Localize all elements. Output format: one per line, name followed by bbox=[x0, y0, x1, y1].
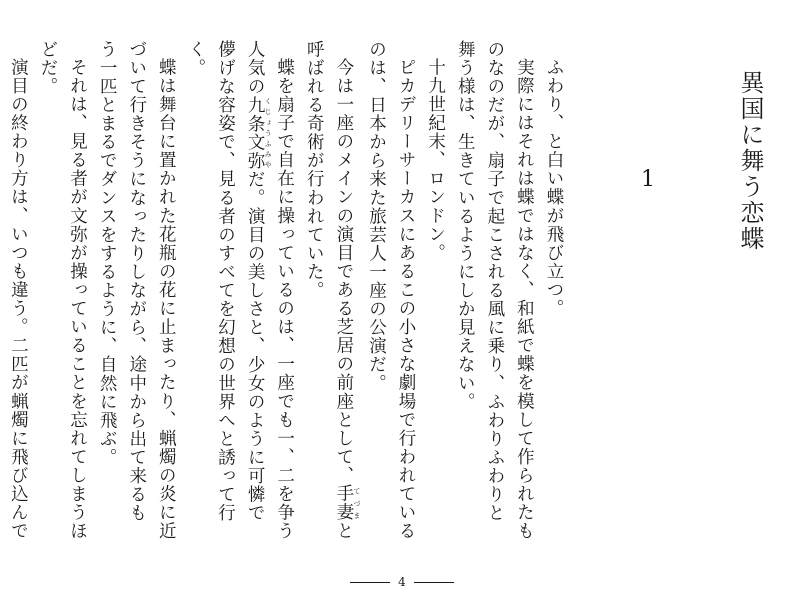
chapter-number: 1 bbox=[641, 167, 655, 192]
ruby-word bbox=[245, 95, 273, 170]
paragraph-text: 蝶を扇子で自在に操っているのは、一座でも一、二を争う人気の bbox=[245, 40, 295, 540]
paragraph: ピカデリーサーカスにあるこの小さな劇場で行われているのは、日本から来た旅芸人一座の公演だ。 bbox=[366, 40, 417, 540]
ruby-word bbox=[333, 484, 361, 522]
paragraph: 十九世紀末、ロンドン。 bbox=[425, 57, 446, 262]
paragraph bbox=[180, 40, 298, 540]
footer-rule-left bbox=[350, 582, 390, 583]
paragraph bbox=[299, 40, 361, 540]
footer-rule-right bbox=[414, 582, 454, 583]
body-text bbox=[8, 40, 568, 540]
ruby-base: 手妻 bbox=[333, 484, 354, 522]
paragraph: ふわり、と白い蝶が飛び立つ。 bbox=[544, 57, 564, 318]
chapter-title-text: 異国に舞う恋蝶 bbox=[736, 70, 764, 252]
paragraph-text: だ。演目の美しさと、少女のように可憐で儚げな容姿で、見る者のすべてを幻想の世界へと誘って行く。 bbox=[185, 40, 266, 523]
paragraph-text: と呼ばれる奇術が行われていた。 bbox=[304, 40, 354, 540]
paragraph-text: 今は一座のメインの演目である芝居の前座として、 bbox=[333, 57, 354, 485]
paragraph: 蝶は舞台に置かれた花瓶の花に止まったり、蝋燭の炎に近づいて行きそうになったりしながら、途中から出て来るもう一匹とまるでダンスをするように、自然に飛ぶ。 bbox=[97, 40, 177, 540]
page-footer bbox=[0, 572, 804, 592]
ruby-base: 九条文弥 bbox=[245, 95, 266, 170]
ruby-reading: てづま bbox=[352, 484, 361, 522]
paragraph: 実際にはそれは蝶ではなく、和紙で蝶を模して作られたものなのだが、扇子で起こされる風に乗り、ふわりふわりと舞う様は、生きているようにしか見えない。 bbox=[455, 40, 535, 540]
paragraph: 演目の終わり方は、いつも違う。二匹が蝋燭に飛び込んで bbox=[8, 57, 29, 540]
ruby-reading: くじょうふみや bbox=[264, 95, 273, 170]
page-number: 4 bbox=[398, 575, 406, 589]
paragraph: それは、見る者が文弥が操っていることを忘れてしまうほどだ。 bbox=[37, 40, 88, 540]
chapter-title bbox=[700, 70, 770, 270]
